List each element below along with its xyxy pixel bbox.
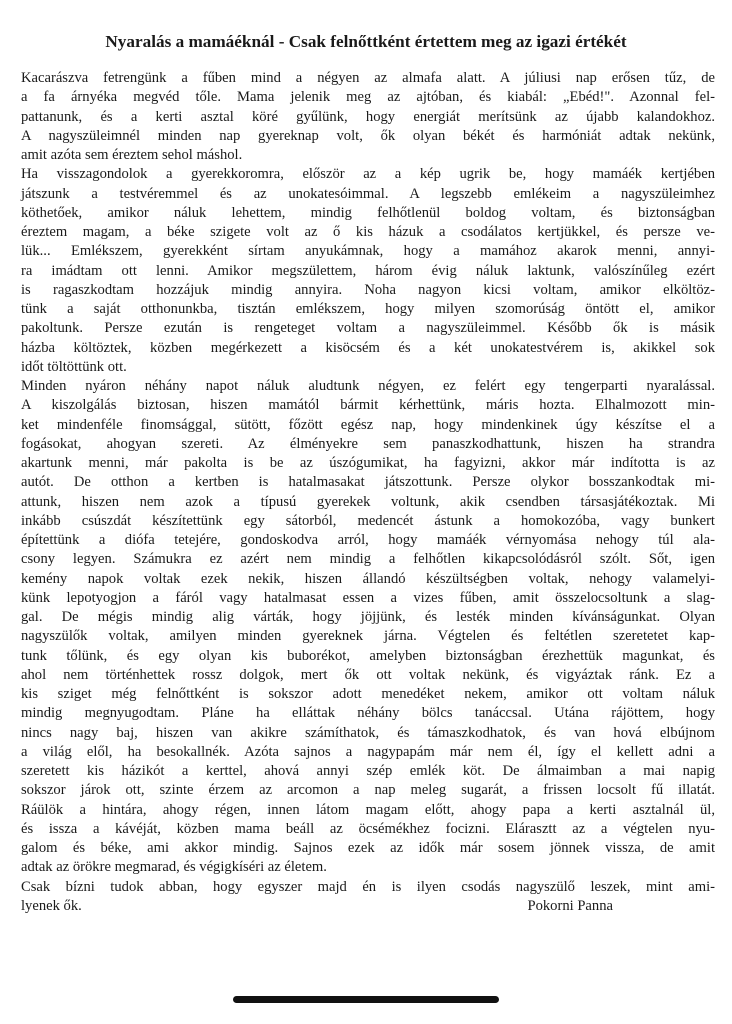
text-line: kemény napok voltak ezek nekik, hiszen állandó készültségben voltak, nehogy valamelyi- [21, 570, 715, 587]
text-line: pakoltunk. Persze ezután is rengeteget voltam a nagyszüleimmel. Később ők is másik [21, 320, 715, 337]
article-title: Nyaralás a mamáéknál - Csak felnőttként értettem meg az igazi értékét [105, 32, 627, 51]
text-line: Ráülök a hintára, ahogy régen, innen látom magam előtt, ahogy papa a kerti asztalnál ül, [21, 801, 715, 818]
text-line: autót. De otthon a kertben is hatalmasakat játszottunk. Persze olykor bosszankodtak mi- [21, 474, 715, 491]
text-line: lyenek ők. [21, 897, 82, 914]
text-line: galom és béke, ami akkor mindig. Sajnos ezek az idők már sosem jönnek vissza, de amit [21, 840, 715, 856]
closing-line [21, 897, 715, 916]
author-signature: Pokorni Panna [527, 897, 613, 914]
text-line: a világ elől, ha besokallnék. Azóta sajnos a nagypapám már nem él, így el kellett adni a [21, 743, 715, 760]
text-line: éreztem magam, a béke szigete volt az ő kis házuk a csodálatos kertjükkel, és persze ve- [21, 224, 715, 240]
text-line: A kiszolgálás biztosan, hiszen mamától bármit kérhettünk, máris hozta. Elhalmozott min- [21, 397, 715, 414]
text-line: tünk a saját otthonunkba, tisztán emlékszem, hogy milyen szomorúság öntött el, amikor [21, 301, 715, 317]
text-line: köthetőek, amikor náluk lehettem, mindig felhőtlenül boldog voltam, és biztonságban [21, 204, 715, 221]
text-line: a fa árnyéka megvéd tőle. Mama jelenik meg az ajtóban, és kiabál: „Ebéd!". Azonnal fel- [21, 89, 715, 106]
text-line: akartunk menni, már pakolta is be az úszógumikat, ha fagyizni, akkor már indította is az [21, 455, 715, 471]
text-line: házba költöztek, közben megérkezett a kisöcsém és a két unokatestvérem is, akikkel sok [21, 339, 715, 356]
text-line: és issza a kávéját, közben mama beáll az öcsémékhez focizni. Elárasztt az a végtelen nyu- [21, 820, 715, 837]
text-line: játszunk a testvéremmel és az unokatesóimmal. A legszebb emlékeim a nagyszüleimhez [21, 185, 715, 202]
text-line: nagyszülők voltak, amilyen minden gyereknek járna. Végtelen és feltétlen szeretetet kap- [21, 628, 715, 645]
home-indicator-bar[interactable] [233, 996, 499, 1003]
text-line: csony legyen. Számukra ez azért nem mindig a felhőtlen kikapcsolódásról szólt. Sőt, igen [21, 551, 715, 568]
text-line: künk lepotyogjon a fáról vagy hatalmasat essen a vizes fűben, amit összelocsoltunk a slag- [21, 589, 715, 606]
text-line: Csak bízni tudok abban, hogy egyszer majd én is ilyen csodás nagyszülő leszek, mint ami- [21, 878, 715, 895]
text-line: A nagyszüleimnél minden nap gyereknap volt, ők olyan békét és harmóniát adtak nekünk, [21, 127, 715, 144]
text-line: ra imádtam ott lenni. Amikor megszülettem, három évig náluk laktunk, valószínűleg ezért [21, 262, 715, 279]
text-line: Ha visszagondolok a gyerekkoromra, először az a kép ugrik be, hogy mamáék kertjében [21, 166, 715, 183]
text-line: tunk tőlünk, és egy olyan kis buborékot, amelyben biztonságban érezhettük magunkat, és [21, 647, 715, 664]
text-line: kis sziget még felnőttként is sokszor adott menedéket nekem, amikor ott voltam náluk [21, 686, 715, 702]
text-line: amit azóta sem éreztem sehol máshol. [21, 147, 243, 163]
text-line: Minden nyáron néhány napot náluk aludtunk négyen, ez felért egy tengerparti nyaralással. [21, 378, 715, 394]
text-line: sokszor járok ott, szinte érzem az arcomon a nap meleg sugarát, a frissen locsolt fű illatát. [21, 782, 715, 799]
text-line: Kacarászva fetrengünk a fűben mind a négyen az almafa alatt. A júliusi nap erősen tűz, de [21, 70, 715, 86]
text-line: fogásokat, ahogyan szereti. Az élményekre sem panaszkodhattunk, hiszen ha strandra [21, 435, 715, 452]
article-body [21, 69, 715, 916]
text-line: gal. De mégis mindig alig várták, hogy jöjjünk, és lesték minden kívánságunkat. Olyan [21, 609, 715, 625]
text-line: inkább csúszdát készítettünk egy sátorból, medencét ástunk a homokozóba, vagy bunkert [21, 512, 715, 529]
text-line: időt töltöttünk ott. [21, 358, 127, 375]
text-line: attunk, hiszen nem azok a típusú gyerekek voltunk, akik csendben társasjátékoztak. Mi [21, 493, 715, 510]
text-line: pattanunk, és a kerti asztal köré gyűlünk, hogy energiát merítsünk az újabb kalandokhoz. [21, 108, 715, 125]
text-line: szeretett kis házikót a kerttel, ahová annyi szép emlék köt. De álmaimban a mai napig [21, 763, 715, 779]
text-line: építettünk a diófa tetejére, gondoskodva arról, hogy mamáék vérnyomása nehogy túl ala- [21, 532, 715, 548]
text-line: ahol nem történhettek rossz dolgok, mert ők ott voltak nekünk, és vigyáztak ránk. Ez a [21, 666, 715, 683]
text-line: ket mindenféle finomsággal, sütött, főzött egész nap, hogy mindenkinek úgy készítse el a [21, 416, 715, 433]
text-line: is ragaszkodtam hozzájuk mindig annyira. Noha nagyon kicsi voltam, amikor elköltöz- [21, 281, 715, 298]
text-line: adtak az örökre megmarad, és végigkíséri az életem. [21, 859, 327, 876]
text-line: mindig megnyugodtam. Pláne ha elláttak néhány bölcs tanáccsal. Utána rájöttem, hogy [21, 705, 715, 722]
text-line: lük... Emlékszem, gyerekként sírtam anyukámnak, hogy a mamához akarok menni, annyi- [21, 243, 715, 260]
text-line: nincs nagy baj, hiszen van akikre számíthatok, és támaszkodhatok, és van hová elbújnom [21, 724, 715, 741]
